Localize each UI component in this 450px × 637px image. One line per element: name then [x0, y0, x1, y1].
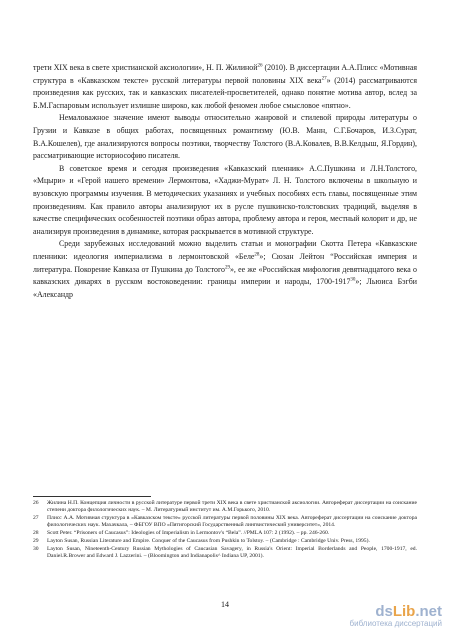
paragraph: [33, 62, 417, 112]
footnote-text: Жилина Н.П. Концепция личности в русской литературе первой трети XIX века в свете христианской аксиологии. Автореферат диссертации на соискание степени доктора филологических наук. – М. Литературный институт им. А.М.Горького, 2010.: [47, 500, 417, 514]
footnote-ref: 26: [257, 63, 263, 69]
footnote: [33, 515, 417, 530]
paragraph-text: », ее же «Российская мифология девятнадцатого века о кавказских дикарях в русском востоковедении: границы империи и народы, 1700-1917: [33, 264, 417, 287]
footnote-number: 26: [33, 500, 39, 506]
footnote-text: Layton Susan, Nineteenth-Century Russian Mythologies of Caucasian Savagery, in Russia's Orient: Imperial Borderlands and People, 1700-1917, ed. Daniel.R.Brower and Edward J. Lazzerini. – (Bloomington and Indianapolis^ Indiana UP, 2001).: [47, 546, 417, 560]
footnote-number: 27: [33, 515, 39, 522]
footnote: [33, 538, 417, 545]
footnote-text: Layton Susan, Russian Literature and Empire. Conquer of the Caucasus from Pushkin to Tolstoy. – (Cambridge : Cambridge Univ. Press, 1995).: [47, 538, 370, 545]
paragraph-text: трети XIX века в свете христианской аксиологии», Н. П. Жилиной: [33, 63, 258, 72]
page-number: 14: [221, 600, 229, 609]
footnote-ref: 29: [224, 264, 230, 270]
main-text: [33, 62, 417, 301]
paragraph-text: » (2014) рассматриваются произведения как русских, так и кавказских писателей-просветителей, однако понятие мотива автор, вслед за Б.М.Гаспаровым использует излишне широко, как любой феномен любое смысловое «пятно».: [33, 75, 417, 110]
footnote-ref: 27: [321, 75, 327, 81]
footnote-separator: [33, 496, 151, 497]
footnote-ref: 28: [254, 252, 260, 258]
dslib-subtitle: библиотека диссертаций: [349, 619, 442, 628]
paragraph-text: Среди зарубежных исследований можно выделить статьи и монографии Скотта Петера «Кавказские пленники: идеология империализма в лермонтовской «Беле: [33, 239, 417, 261]
paragraph-text: »; Сюзан Лейтон “Российская империя и литература. Покорение Кавказа от Пушкина до Толстого: [33, 251, 417, 274]
footnote: [33, 546, 417, 561]
footnote-text: Scott Peter. “Prisoners of Caucasus”: Ideologies of Imperialism in Lermontov's “Bela”. //PMLA 107: 2 (1992). – pp. 246-260.: [47, 530, 330, 537]
footnote-number: 30: [33, 546, 39, 553]
footnote-ref: 30: [350, 277, 356, 283]
paragraph: [33, 238, 417, 301]
footnote-number: 28: [33, 530, 39, 537]
footnote: [33, 500, 417, 515]
footnotes: [33, 500, 417, 561]
paragraph-text: »; Льюиса Бэгби «Александр: [33, 277, 417, 299]
paragraph: [33, 112, 417, 162]
paragraph-text: В советское время и сегодня произведения «Кавказский пленник» А.С.Пушкина и Л.Н.Толстого, «Мцыри» и «Герой нашего времени» Лермонтова, «Хаджи-Мурат» Л. Н. Толстого включены в школьную и вузовскую программы изучения. В методических указаниях и учебных пособиях есть главы, посвященные этим произведениям. Как правило авторы анализируют их в русле пушкинско-толстовских традиций, выделяя в качестве специфических особенностей поэтики образ автора, проблему автора и героя, местный колорит и др, не анализируя произведения в динамике, которая раскрывается в мотивной структуре.: [33, 163, 417, 236]
footnote-text: Плисс А.А. Мотивная структура в «Кавказском тексте» русской литературы первой половины XIX века. Автореферат диссертации на соискание доктора филологических наук. Махачкала, – ФБГОУ ВПО «Пятигорский Государственный лингвистический университет», 2014.: [47, 515, 417, 529]
paragraph-text: Немаловажное значение имеют выводы относительно жанровой и стилевой природы литературы о Грузии и Кавказе в общих работах, посвященных романтизму (Ю.В. Манн, С.Г.Бочаров, И.З.Сурат, В.А.Кошелев), где анализируются вопросы поэтики, творчеству Толстого (В.А.Ковалев, В.В.Келдыш, Я.Гордин), рассматривающие историософию писателя.: [33, 113, 417, 161]
paragraph-text: (2010). В диссертации А.А.Плисс «Мотивная структура в «Кавказском тексте» русской литературы первой половины XIX века: [33, 63, 417, 85]
footnote-number: 29: [33, 538, 39, 545]
paragraph: [33, 163, 417, 239]
footnote: [33, 530, 417, 537]
dslib-logo: dsLib.net: [375, 603, 442, 620]
dslib-watermark: [350, 604, 442, 629]
